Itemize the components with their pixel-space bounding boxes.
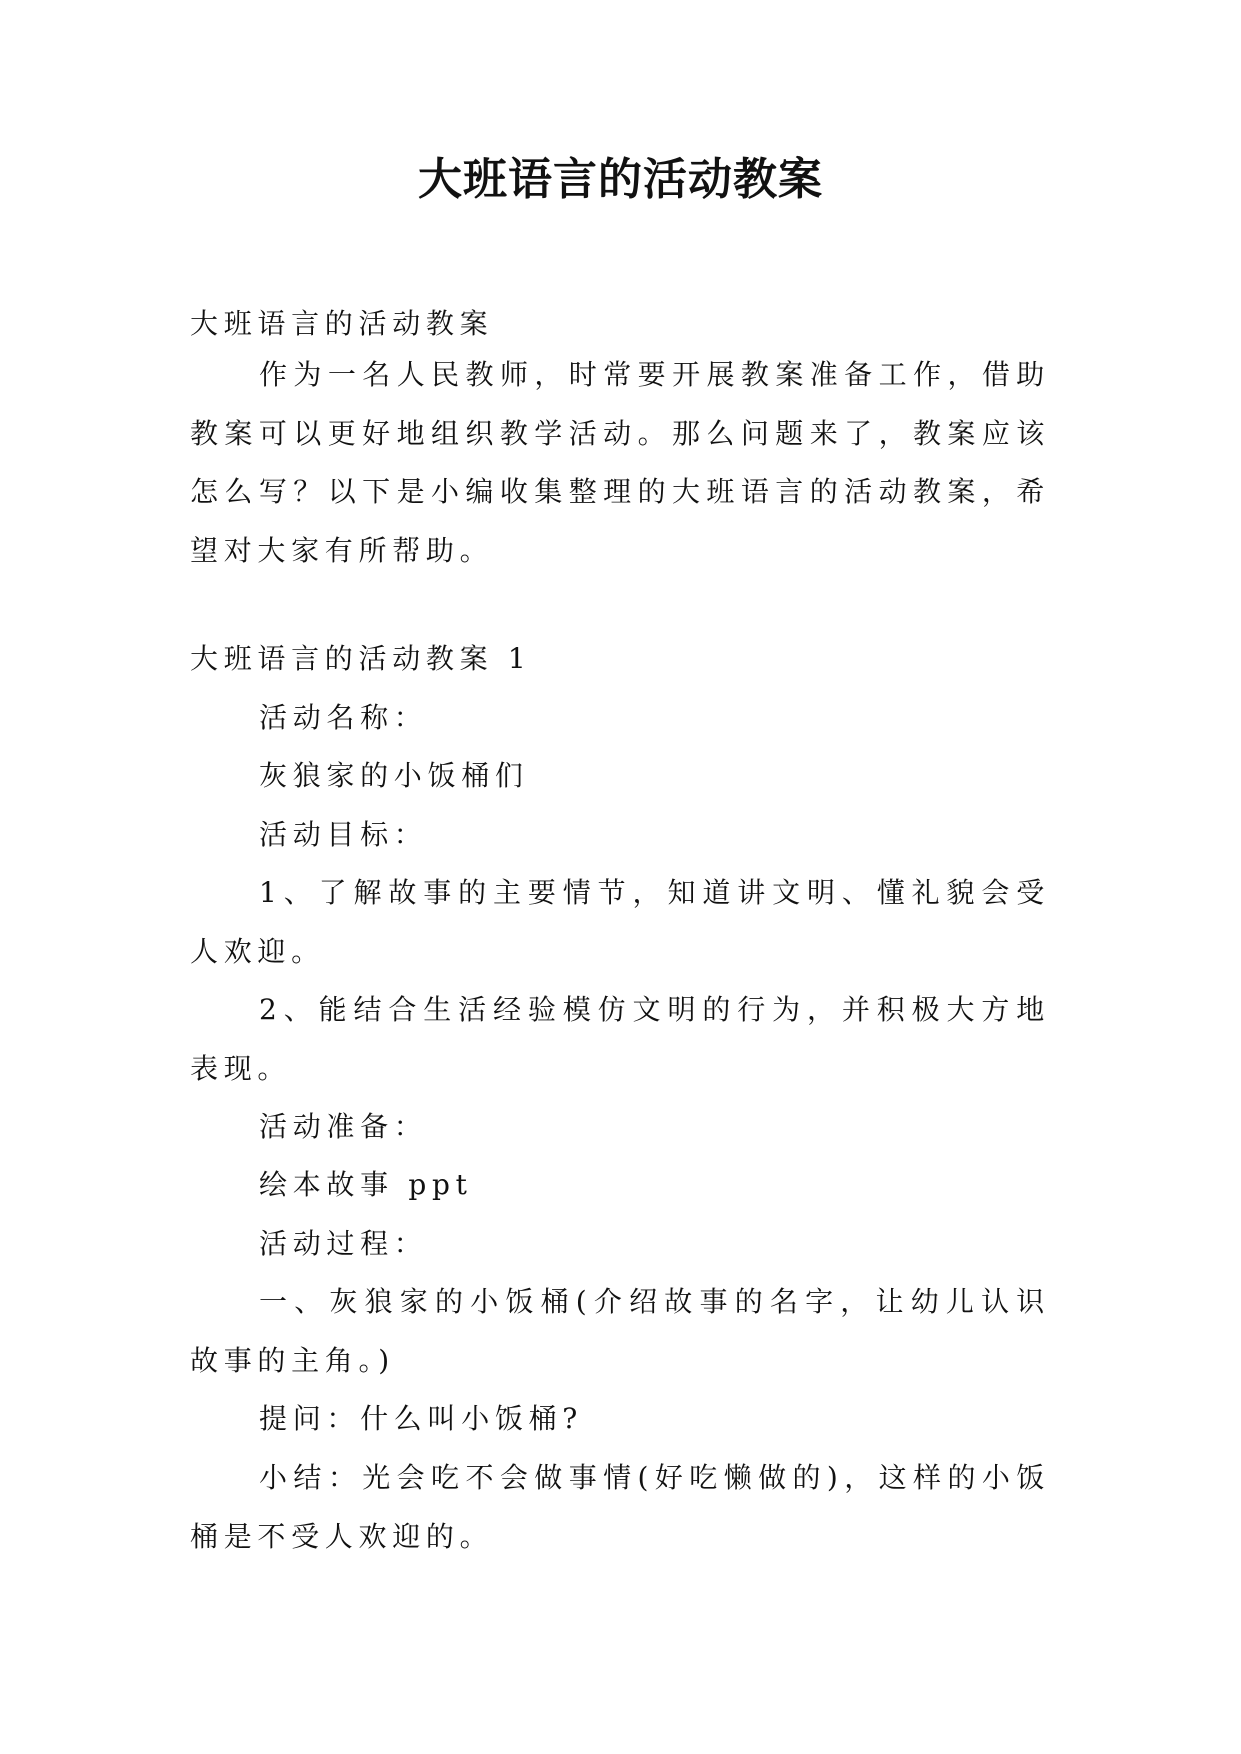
activity-name-value: 灰狼家的小饭桶们: [259, 759, 529, 792]
goal-item-1: 1、了解故事的主要情节，知道讲文明、懂礼貌会受人欢迎。: [190, 876, 1050, 968]
intro-paragraph: 作为一名人民教师，时常要开展教案准备工作，借助教案可以更好地组织教学活动。那么问题来了，教案应该怎么写？以下是小编收集整理的大班语言的活动教案，希望对大家有所帮助。: [190, 358, 1050, 567]
process-question: 提问：什么叫小饭桶?: [259, 1402, 584, 1435]
goal-item-2: 2、能结合生活经验模仿文明的行为，并积极大方地表现。: [190, 993, 1050, 1085]
doc-subtitle: 大班语言的活动教案: [190, 307, 494, 340]
activity-goals-label: 活动目标：: [259, 818, 428, 851]
section-heading-1: 大班语言的活动教案 1: [190, 642, 532, 675]
activity-prep-label: 活动准备：: [259, 1110, 428, 1143]
activity-name-label: 活动名称：: [259, 701, 428, 734]
process-step-1: 一、灰狼家的小饭桶(介绍故事的名字，让幼儿认识故事的主角。): [190, 1285, 1050, 1377]
document-title: 大班语言的活动教案: [418, 154, 823, 205]
activity-process-label: 活动过程：: [259, 1227, 428, 1260]
process-summary: 小结：光会吃不会做事情(好吃懒做的)，这样的小饭桶是不受人欢迎的。: [190, 1461, 1050, 1553]
activity-prep-value: 绘本故事 ppt: [259, 1168, 473, 1201]
